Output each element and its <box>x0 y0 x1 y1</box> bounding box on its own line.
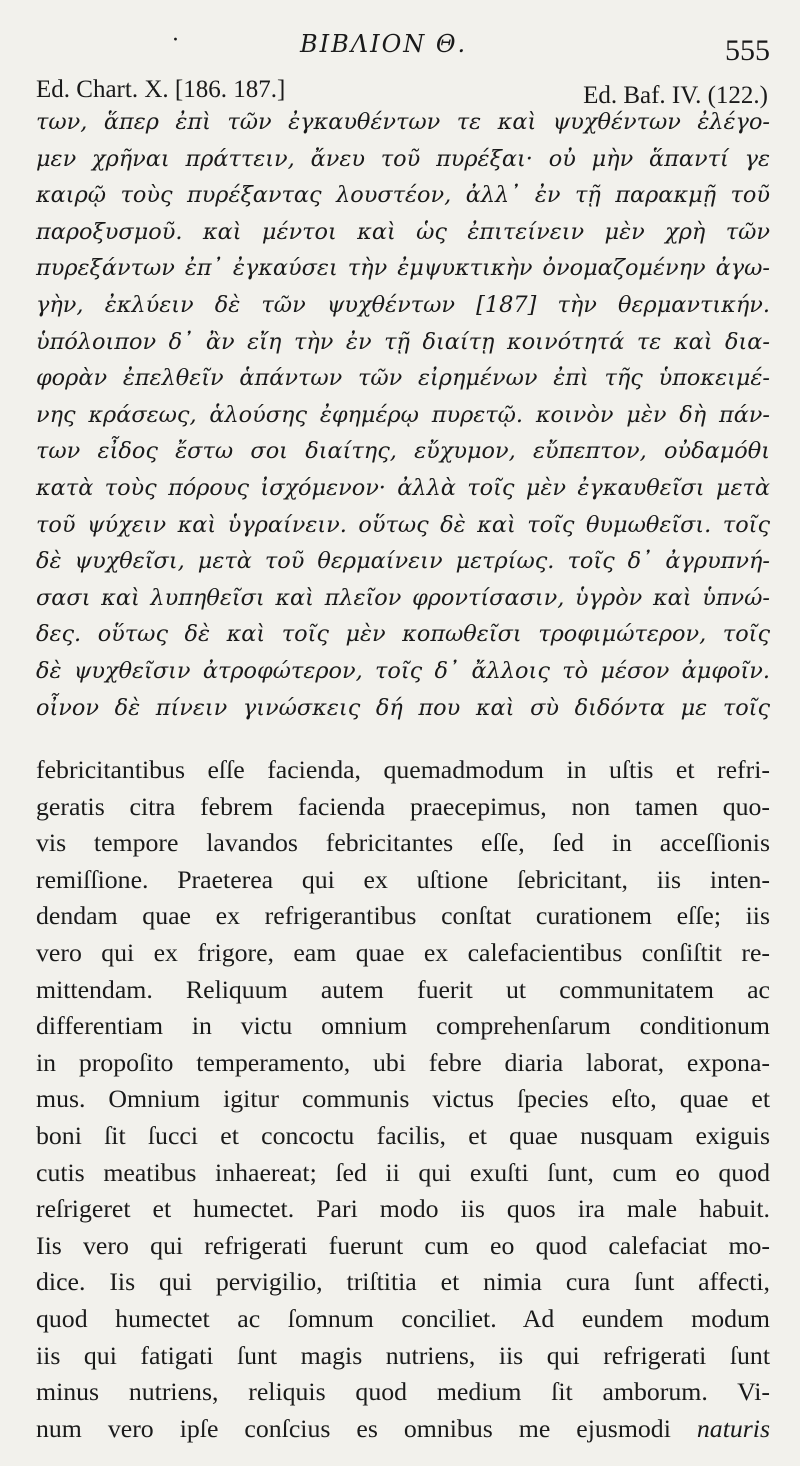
greek-text-line: γὴν, ἐκλύειν δὲ τῶν ψυχθέντων [187] τὴν θερμαντικήν. <box>36 291 770 318</box>
latin-italic-word: naturis <box>696 1413 770 1443</box>
latin-text-line: vero qui ex frigore, eam quae ex calefacientibus conſiſtit re- <box>36 937 770 967</box>
greek-text-line: δὲ ψυχθεῖσι, μετὰ τοῦ θερμαίνειν μετρίως. τοῖς δ᾽ ἀγρυπνή- <box>36 548 770 575</box>
running-header <box>0 0 800 67</box>
latin-last-line-text: num vero ipſe conſcius es omnibus me ejusmodi <box>36 1413 671 1443</box>
latin-text-line: remiſſione. Praeterea qui ex uſtione ſebricitant, iis inten- <box>36 864 770 894</box>
latin-text-line: quod humectet ac ſomnum conciliet. Ad eundem modum <box>36 1303 770 1333</box>
greek-text-line: τοῦ ψύχειν καὶ ὑγραίνειν. οὕτως δὲ καὶ τοῖς θυμωθεῖσι. τοῖς <box>36 511 770 538</box>
greek-text-line: μεν χρῆναι πράττειν, ἄνευ τοῦ πυρέξαι· οὐ μὴν ἅπαντί γε <box>36 145 770 172</box>
greek-text-line: κατὰ τοὺς πόρους ἰσχόμενον· ἀλλὰ τοῖς μὲν ἐγκαυθεῖσι μετὰ <box>36 474 770 501</box>
latin-text-block <box>36 752 770 1447</box>
latin-text-line-last <box>36 1411 770 1448</box>
greek-text-line: οἶνον δὲ πίνειν γινώσκεις δή που καὶ σὺ διδόντα με τοῖς <box>36 694 770 721</box>
latin-text-line: in propoſito temperamento, ubi febre diaria laborat, expona- <box>36 1047 770 1077</box>
greek-text-line: σασι καὶ λυπηθεῖσι καὶ πλεῖον φροντίσασιν, ὑγρὸν καὶ ὑπνώ- <box>36 584 770 611</box>
greek-text-line: παροξυσμοῦ. καὶ μέντοι καὶ ὡς ἐπιτείνειν μὲν χρὴ τῶν <box>36 218 770 245</box>
latin-text-line: mittendam. Reliquum autem fuerit ut communitatem ac <box>36 974 770 1004</box>
greek-text-line: νης κράσεως, ἁλούσης ἐφημέρῳ πυρετῷ. κοινὸν μὲν δὴ πάν- <box>36 401 770 428</box>
greek-text-line: δὲ ψυχθεῖσιν ἀτροφώτερον, τοῖς δ᾽ ἄλλοις τὸ μέσον ἀμφοῖν. <box>36 657 770 684</box>
latin-text-line: dendam quae ex refrigerantibus conſtat curationem eſſe; iis <box>36 901 770 931</box>
edition-reference-left: Ed. Chart. X. [186. 187.] <box>36 76 286 103</box>
edition-reference-right: Ed. Baf. IV. (122.) <box>583 82 768 109</box>
latin-text-line: geratis citra febrem facienda praecepimus, non tamen quo- <box>36 791 770 821</box>
page-number: 555 <box>725 34 770 67</box>
greek-text-block <box>36 104 770 726</box>
latin-text-line: cutis meatibus inhaereat; ſed ii qui exuſti ſunt, cum eo quod <box>36 1157 770 1187</box>
greek-text-line: ὑπόλοιπον δ᾽ ἂν εἴη τὴν ἐν τῇ διαίτῃ κοινότητά τε καὶ δια- <box>36 328 770 355</box>
latin-text-line: mus. Omnium igitur communis victus ſpecies eſto, quae et <box>36 1084 770 1114</box>
running-title: ΒΙΒΛΙΟΝ Θ. <box>300 30 468 58</box>
latin-text-line: vis tempore lavandos febricitantes eſſe, ſed in acceſſionis <box>36 828 770 858</box>
latin-text-line: boni ſit ſucci et concoctu facilis, et quae nusquam exiguis <box>36 1120 770 1150</box>
greek-text-line: των εἶδος ἔστω σοι διαίτης, εὔχυμον, εὔπεπτον, οὐδαμόθι <box>36 438 770 465</box>
latin-text-line: febricitantibus eſſe facienda, quemadmodum in uſtis et refri- <box>36 755 770 784</box>
latin-text-line: iis qui fatigati ſunt magis nutriens, iis qui refrigerati ſunt <box>36 1340 770 1370</box>
latin-text-line: dice. Iis qui pervigilio, triſtitia et nimia cura ſunt affecti, <box>36 1267 770 1297</box>
latin-text-line: Iis vero qui refrigerati fuerunt cum eo quod calefaciat mo- <box>36 1230 770 1260</box>
greek-text-line: καιρῷ τοὺς πυρέξαντας λουστέον, ἀλλ᾽ ἐν τῇ παρακμῇ τοῦ <box>36 182 770 209</box>
latin-text-line: reſrigeret et humectet. Pari modo iis quos ira male habuit. <box>36 1194 770 1224</box>
greek-text-line: φορὰν ἐπελθεῖν ἁπάντων τῶν εἰρημένων ἐπὶ τῆς ὑποκειμέ- <box>36 365 770 392</box>
greek-text-line: των, ἅπερ ἐπὶ τῶν ἐγκαυθέντων τε καὶ ψυχθέντων ἐλέγο- <box>36 109 770 135</box>
latin-text-line: differentiam in victu omnium comprehenſarum conditionum <box>36 1011 770 1041</box>
greek-text-line: πυρεξάντων ἐπ᾽ ἐγκαύσει τὴν ἐμψυκτικὴν ὀνομαζομένην ἀγω- <box>36 255 770 282</box>
header-ornament: · <box>172 28 179 53</box>
latin-text-line: minus nutriens, reliquis quod medium ſit amborum. Vi- <box>36 1377 770 1407</box>
greek-text-line: δες. οὕτως δὲ καὶ τοῖς μὲν κοπωθεῖσι τροφιμώτερον, τοῖς <box>36 621 770 648</box>
